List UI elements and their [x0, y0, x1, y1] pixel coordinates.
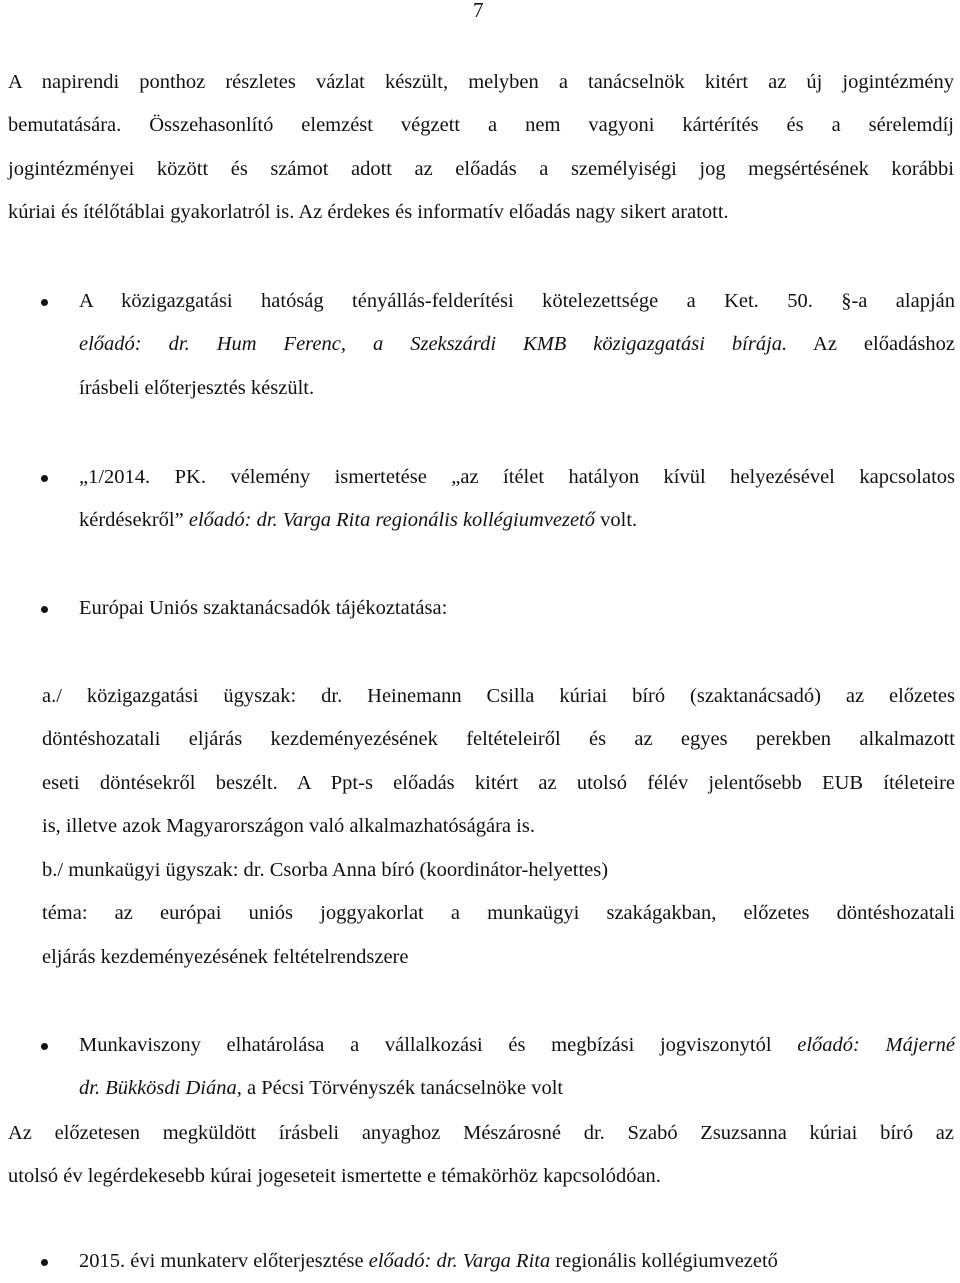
text-fragment: Az előadáshoz: [787, 333, 955, 356]
speaker-italic: előadó: dr. Varga Rita: [368, 1250, 551, 1272]
bullet-item-munkaterv: [79, 1240, 955, 1283]
text-line: jogintézményei között és számot adott az előadás a személyiségi jog megsértésének korábbi: [8, 157, 954, 180]
text-line: bemutatására. Összehasonlító elemzést végzett a nem vagyoni kártérítés és a sérelemdíj: [8, 114, 954, 137]
text-line: eseti döntésekről beszélt. A Ppt-s előadás kitért az utolsó félév jelentősebb EUB ítéleteire: [42, 771, 955, 794]
bullet-dot: [41, 1043, 48, 1050]
speaker-italic: dr. Bükkösdi Diána: [79, 1077, 237, 1100]
bullet-item-eu-advisors: [79, 587, 955, 630]
text-line: [79, 1067, 955, 1110]
text-line: b./ munkaügyi ügyszak: dr. Csorba Anna bíró (koordinátor-helyettes): [42, 859, 609, 881]
sub-item-kozigazgatasi: [42, 675, 955, 849]
bullet-dot: [41, 299, 48, 306]
bullet-item-munkaviszony: [79, 1024, 955, 1111]
bullet-dot: [41, 475, 48, 482]
text-fragment: Munkaviszony elhatárolása a vállalkozási és megbízási jogviszonytól: [79, 1034, 798, 1056]
text-line: „1/2014. PK. vélemény ismertetése „az ítélet hatályon kívül helyezésével kapcsolatos: [79, 466, 955, 488]
text-line: téma: az európai uniós joggyakorlat a munkaügyi szakágakban, előzetes döntéshozatali: [42, 902, 955, 925]
bullet-item-pk-velemeny: [79, 456, 955, 543]
text-line: [79, 1240, 955, 1283]
text-line: A napirendi ponthoz részletes vázlat készült, melyben a tanácselnök kitért az új jogintézmény: [8, 71, 954, 93]
text-line: [79, 323, 955, 366]
speaker-italic: előadó: dr. Varga Rita regionális kollégiumvezető: [188, 509, 596, 532]
bullet-item-ket: [79, 280, 955, 410]
text-line: a./ közigazgatási ügyszak: dr. Heinemann Csilla kúriai bíró (szaktanácsadó) az előzetes: [42, 685, 955, 707]
text-line: Európai Uniós szaktanácsadók tájékoztatása:: [79, 597, 448, 619]
page-number: 7: [473, 0, 484, 22]
text-line: döntéshozatali eljárás kezdeményezésének feltételeiről és az egyes perekben alkalmazott: [42, 728, 955, 751]
bullet-dot: [41, 1259, 48, 1266]
text-fragment: , a Pécsi Törvényszék tanácselnöke volt: [236, 1077, 564, 1100]
closing-paragraph: [8, 1112, 954, 1199]
speaker-italic: előadó: dr. Hum Ferenc, a Szekszárdi KMB közigazgatási bírája.: [79, 333, 788, 356]
text-line: [79, 1024, 955, 1067]
text-fragment: kérdésekről”: [79, 509, 189, 532]
text-line: írásbeli előterjesztés készült.: [79, 376, 315, 399]
text-line: [79, 499, 955, 542]
text-line: utolsó év legérdekesebb kúrai jogeseteit ismertette e témakörhöz kapcsolódóan.: [8, 1165, 661, 1188]
text-line: is, illetve azok Magyarországon való alkalmazhatóságára is.: [42, 815, 535, 838]
text-line: Az előzetesen megküldött írásbeli anyaghoz Mészárosné dr. Szabó Zsuzsanna kúriai bíró az: [8, 1122, 954, 1144]
text-line: eljárás kezdeményezésének feltételrendszere: [42, 945, 409, 968]
text-fragment: volt.: [595, 509, 638, 532]
bullet-dot: [41, 606, 48, 613]
text-line: A közigazgatási hatóság tényállás-felderítési kötelezettsége a Ket. 50. §-a alapján: [79, 290, 955, 312]
intro-paragraph: [8, 61, 954, 235]
text-line: kúriai és ítélőtáblai gyakorlatról is. Az érdekes és informatív előadás nagy sikert aratott.: [8, 201, 729, 224]
text-fragment: 2015. évi munkaterv előterjesztése: [79, 1250, 369, 1272]
speaker-italic: előadó: Májerné: [797, 1034, 955, 1056]
text-fragment: regionális kollégiumvezető: [550, 1250, 778, 1272]
sub-item-munkaugyi: [42, 849, 955, 979]
